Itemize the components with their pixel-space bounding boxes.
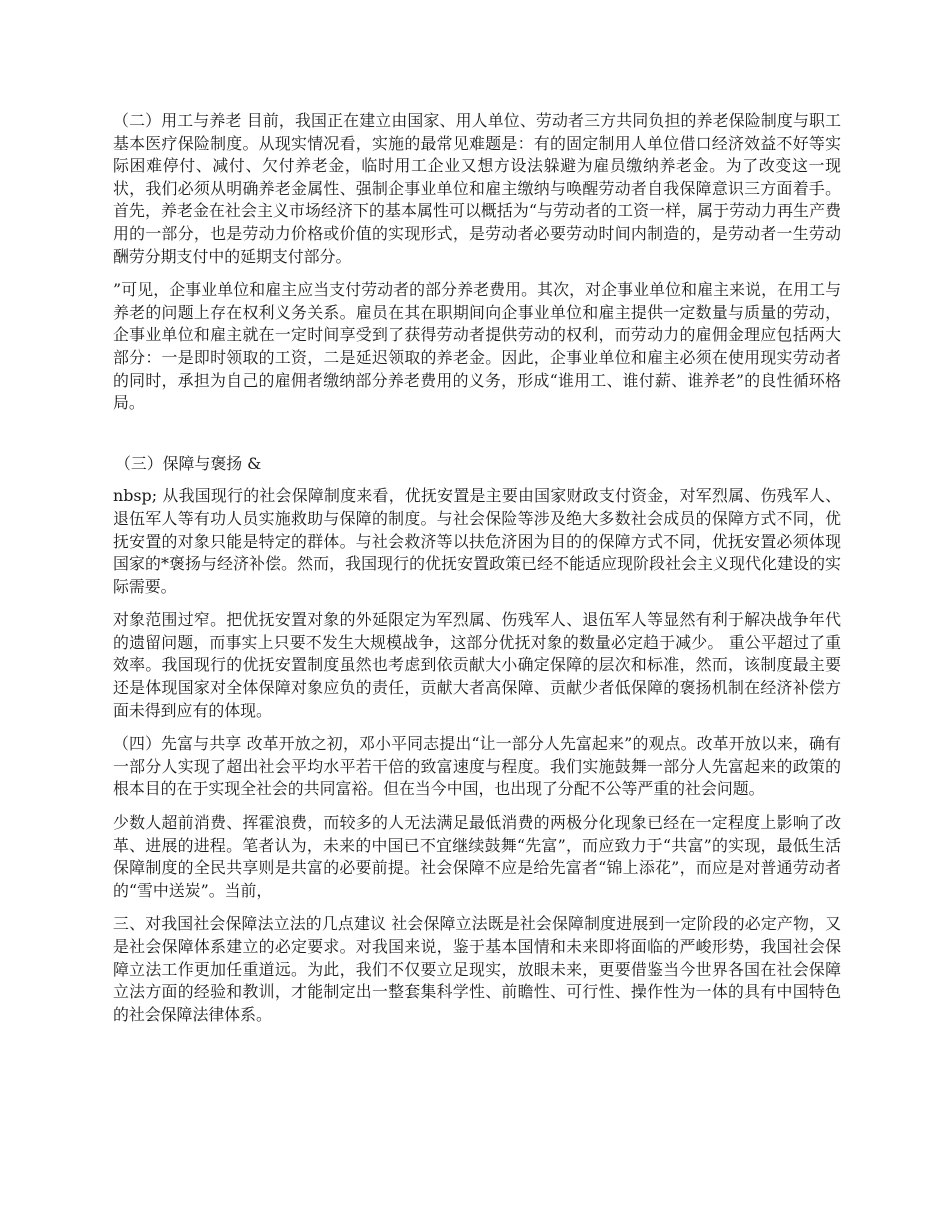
section-heading-security-commendation: （三）保障与褒扬 &	[115, 453, 262, 473]
document-body	[113, 110, 841, 1037]
paragraph-legislation-suggestions: 三、对我国社会保障法立法的几点建议 社会保障立法既是社会保障制度进展到一定阶段的必定产物，又是社会保障体系建立的必定要求。对我国来说，鉴于基本国情和未来即将面临的严峻形势，我国社会保障立法工作更加任重道远。为此，我们不仅要立足现实，放眼未来，更要借鉴当今世界各国在社会保障立法方面的经验和教训，才能制定出一整套集科学性、前瞻性、可行性、操作性为一体的具有中国特色的社会保障法律体系。	[113, 914, 841, 1024]
paragraph-employment-pension: （二）用工与养老 目前，我国正在建立由国家、用人单位、劳动者三方共同负担的养老保险制度与职工基本医疗保险制度。从现实情况看，实施的最常见难题是：有的固定制用人单位借口经济效益不好等实际困难停付、减付、欠付养老金，临时用工企业又想方设法躲避为雇员缴纳养老金。为了改变这一现状，我们必须从明确养老金属性、强制企事业单位和雇主缴纳与唤醒劳动者自我保障意识三方面着手。首先，养老金在社会主义市场经济下的基本属性可以概括为“与劳动者的工资一样，属于劳动力再生产费用的一部分，也是劳动力价格或价值的实现形式，是劳动者必要劳动时间内制造的，是劳动者一生劳动酬劳分期支付中的延期支付部分。	[113, 111, 841, 266]
paragraph-prosperity-sharing: （四）先富与共享 改革开放之初，邓小平同志提出“让一部分人先富起来”的观点。改革开放以来，确有一部分人实现了超出社会平均水平若干倍的致富速度与程度。我们实施鼓舞一部分人先富起来的政策的根本目的在于实现全社会的共同富裕。但在当今中国，也出现了分配不公等严重的社会问题。	[113, 734, 841, 799]
paragraph-narrow-scope: 对象范围过窄。把优抚安置对象的外延限定为军烈属、伤残军人、退伍军人等显然有利于解决战争年代的遗留问题，而事实上只要不发生大规模战争，这部分优抚对象的数量必定趋于减少。 重公平超过了重效率。我国现行的优抚安置制度虽然也考虑到依贡献大小确定保障的层次和标准，然而，该制度最主要还是体现国家对全体保障对象应负的责任，贡献大者高保障、贡献少者低保障的褒扬机制在经济补偿方面未得到应有的体现。	[113, 610, 841, 720]
paragraph-employer-obligation: ”可见，企事业单位和雇主应当支付劳动者的部分养老费用。其次，对企事业单位和雇主来说，在用工与养老的问题上存在权利义务关系。雇员在其在职期间向企事业单位和雇主提供一定数量与质量的劳动，企事业单位和雇主就在一定时间享受到了获得劳动者提供劳动的权利，而劳动力的雇佣金理应包括两大部分：一是即时领取的工资，二是延迟领取的养老金。因此，企事业单位和雇主必须在使用现实劳动者的同时，承担为自己的雇佣者缴纳部分养老费用的义务，形成“谁用工、谁付薪、谁养老”的良性循环格局。	[113, 280, 841, 413]
paragraph-preferential-treatment: nbsp; 从我国现行的社会保障制度来看，优抚安置是主要由国家财政支付资金，对军烈属、伤残军人、退伍军人等有功人员实施救助与保障的制度。与社会保险等涉及绝大多数社会成员的保障方式不同，优抚安置的对象只能是特定的群体。与社会救济等以扶危济困为目的的保障方式不同，优抚安置必须体现国家的*褒扬与经济补偿。然而，我国现行的优抚安置政策已经不能适应现阶段社会主义现代化建设的实际需要。	[113, 486, 841, 596]
paragraph-polarization: 少数人超前消费、挥霍浪费，而较多的人无法满足最低消费的两极分化现象已经在一定程度上影响了改革、进展的进程。笔者认为，未来的中国已不宜继续鼓舞“先富”，而应致力于“共富”的实现，最低生活保障制度的全民共享则是共富的必要前提。社会保障不应是给先富者“锦上添花”，而应是对普通劳动者的“雪中送炭”。当前，	[113, 813, 841, 900]
